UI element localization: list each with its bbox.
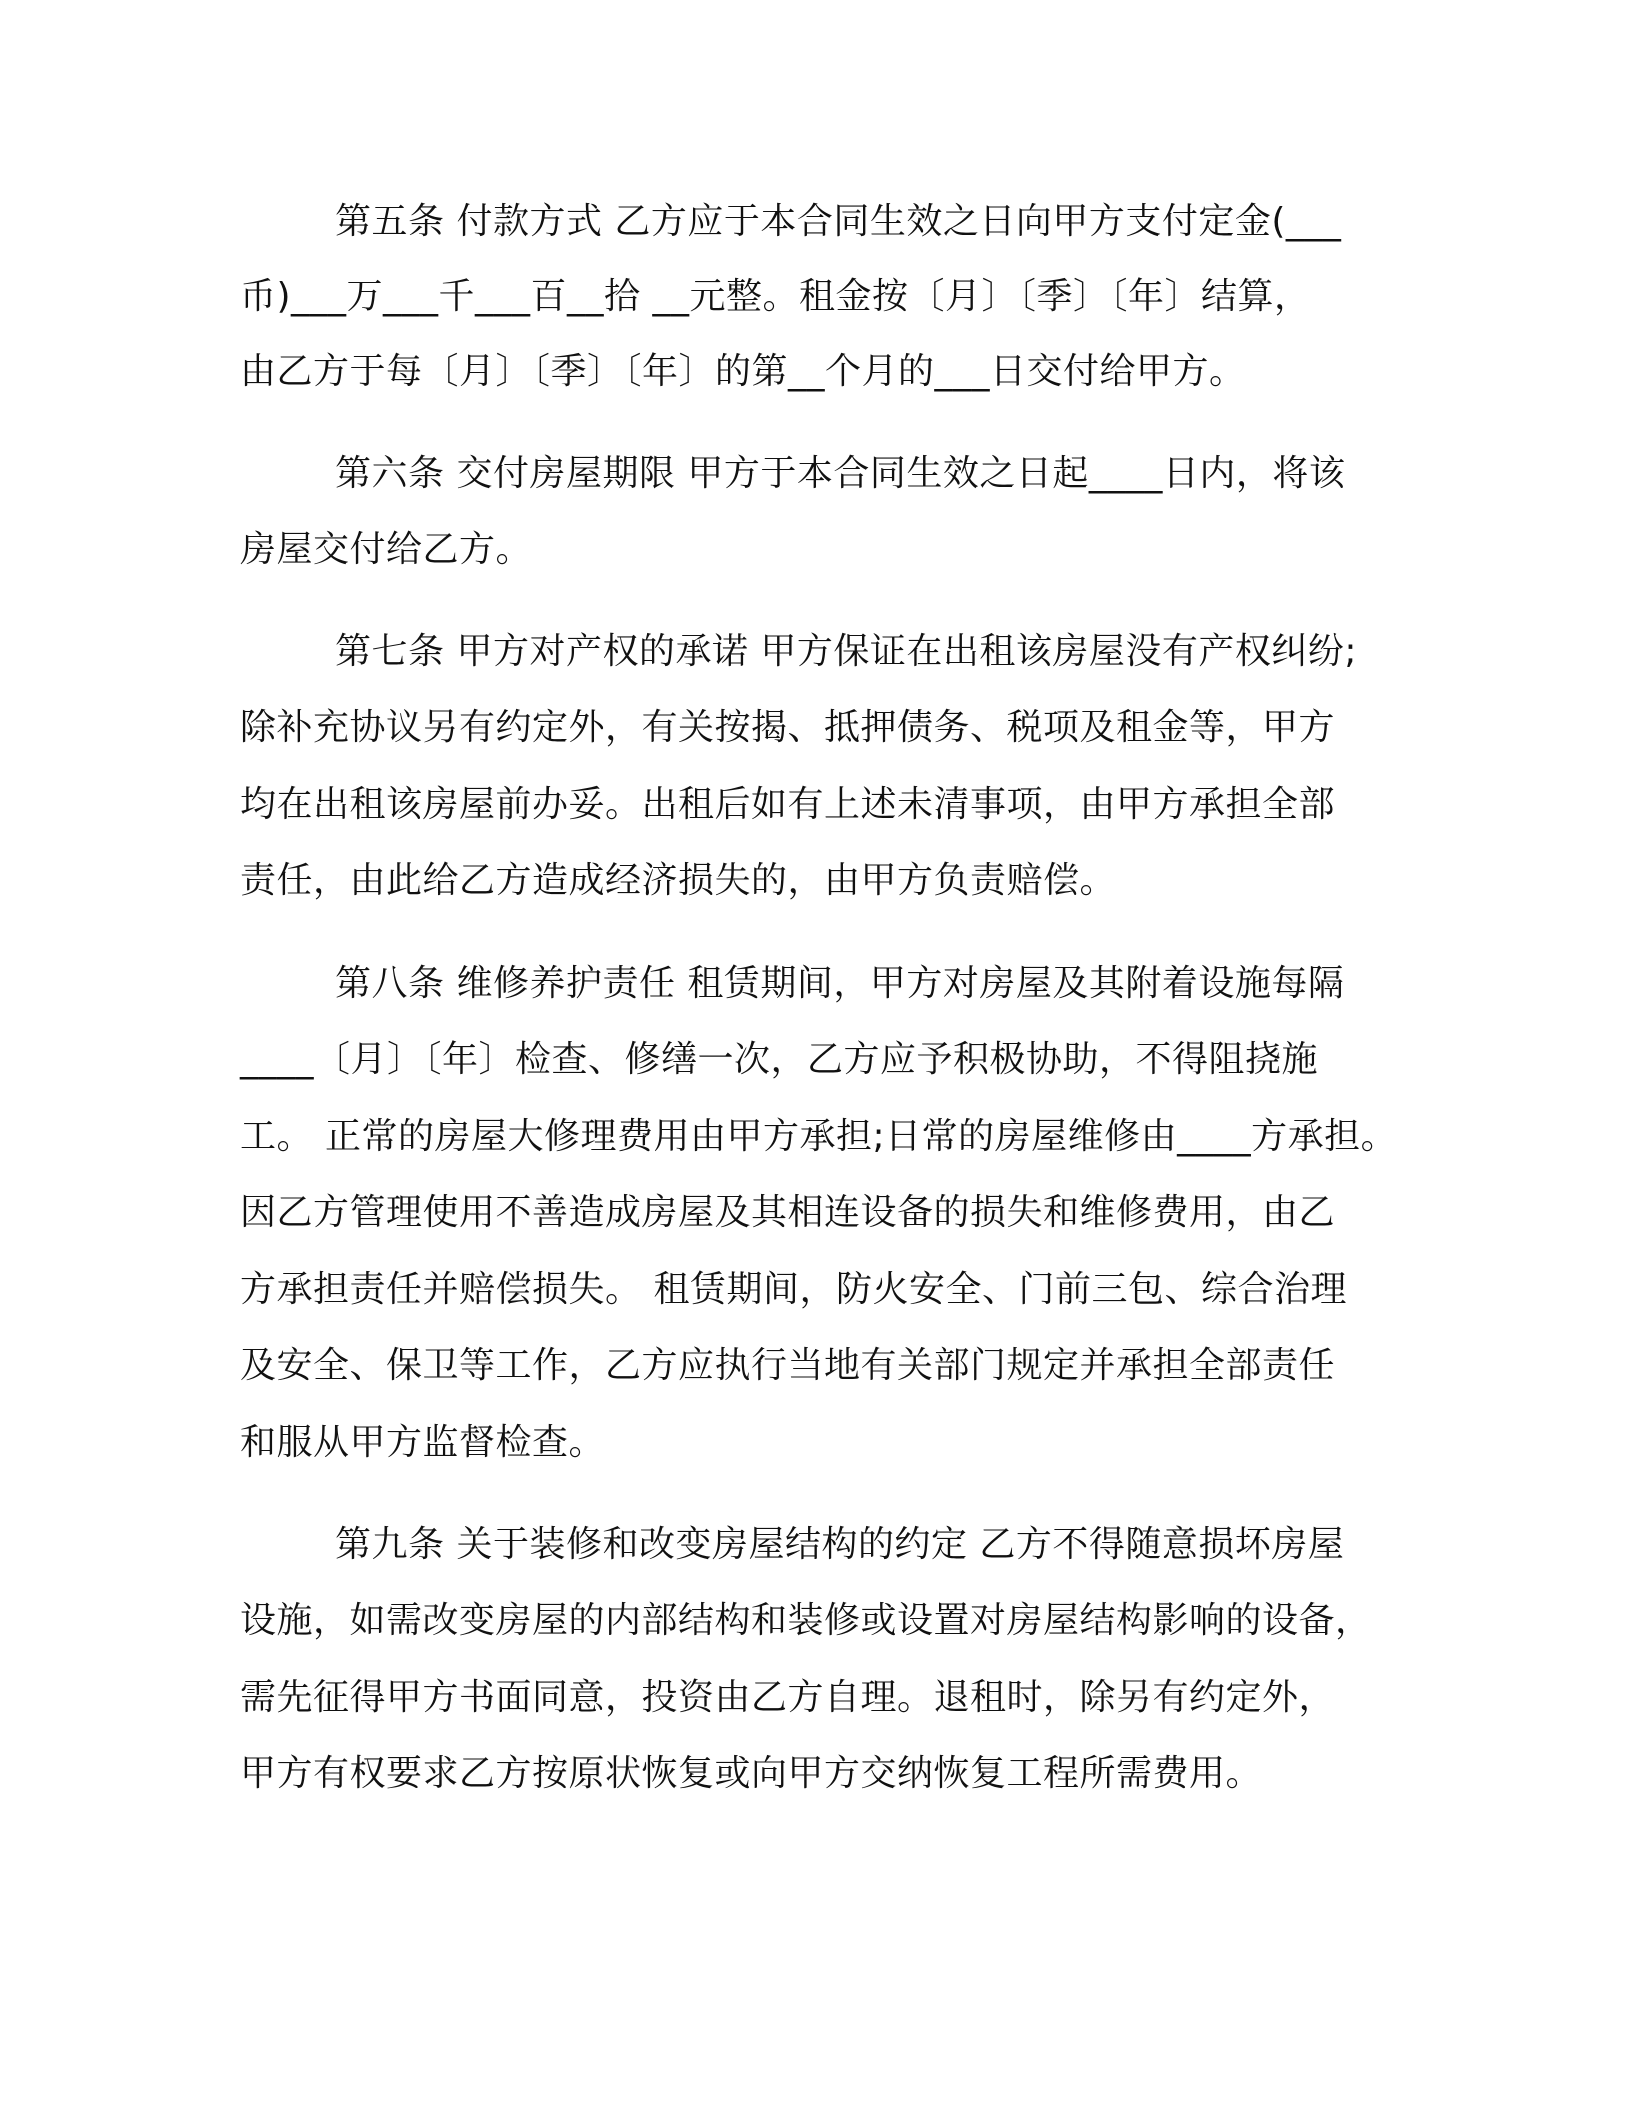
article-9-line-1: 第九条 关于装修和改变房屋结构的约定 乙方不得随意损坏房屋	[335, 1524, 1345, 1565]
article-8-line-3: 工。 正常的房屋大修理费用由甲方承担;日常的房屋维修由____方承担。	[240, 1116, 1398, 1157]
article-8-line-5: 方承担责任并赔偿损失。 租赁期间，防火安全、门前三包、综合治理	[240, 1269, 1347, 1310]
article-7-line-2: 除补充协议另有约定外，有关按揭、抵押债务、税项及租金等，甲方	[240, 707, 1336, 748]
article-5-line-3: 由乙方于每〔月〕〔季〕〔年〕的第__个月的___日交付给甲方。	[240, 351, 1246, 392]
article-7-line-3: 均在出租该房屋前办妥。出租后如有上述未清事项，由甲方承担全部	[240, 784, 1336, 825]
article-8-line-7: 和服从甲方监督检查。	[240, 1422, 606, 1463]
article-9-line-3: 需先征得甲方书面同意，投资由乙方自理。退租时，除另有约定外，	[240, 1677, 1336, 1718]
article-8-line-2: ____〔月〕〔年〕检查、修缮一次，乙方应予积极协助，不得阻挠施	[240, 1039, 1319, 1080]
article-8-line-1: 第八条 维修养护责任 租赁期间，甲方对房屋及其附着设施每隔	[335, 963, 1345, 1004]
article-6-line-2: 房屋交付给乙方。	[240, 529, 533, 570]
article-9-line-4: 甲方有权要求乙方按原状恢复或向甲方交纳恢复工程所需费用。	[240, 1753, 1263, 1794]
article-9-line-2: 设施，如需改变房屋的内部结构和装修或设置对房屋结构影响的设备，	[240, 1600, 1372, 1641]
article-7-line-4: 责任，由此给乙方造成经济损失的，由甲方负责赔偿。	[240, 860, 1117, 901]
article-7-line-1: 第七条 甲方对产权的承诺 甲方保证在出租该房屋没有产权纠纷;	[335, 631, 1358, 672]
article-5-line-2: 币)___万___千___百__拾 __元整。租金按〔月〕〔季〕〔年〕结算，	[240, 276, 1311, 317]
article-8-line-6: 及安全、保卫等工作，乙方应执行当地有关部门规定并承担全部责任	[240, 1345, 1336, 1386]
article-6-line-1: 第六条 交付房屋期限 甲方于本合同生效之日起____日内，将该	[335, 453, 1346, 494]
article-5-line-1: 第五条 付款方式 乙方应于本合同生效之日向甲方支付定金(___	[335, 201, 1342, 242]
article-8-line-4: 因乙方管理使用不善造成房屋及其相连设备的损失和维修费用，由乙	[240, 1192, 1336, 1233]
